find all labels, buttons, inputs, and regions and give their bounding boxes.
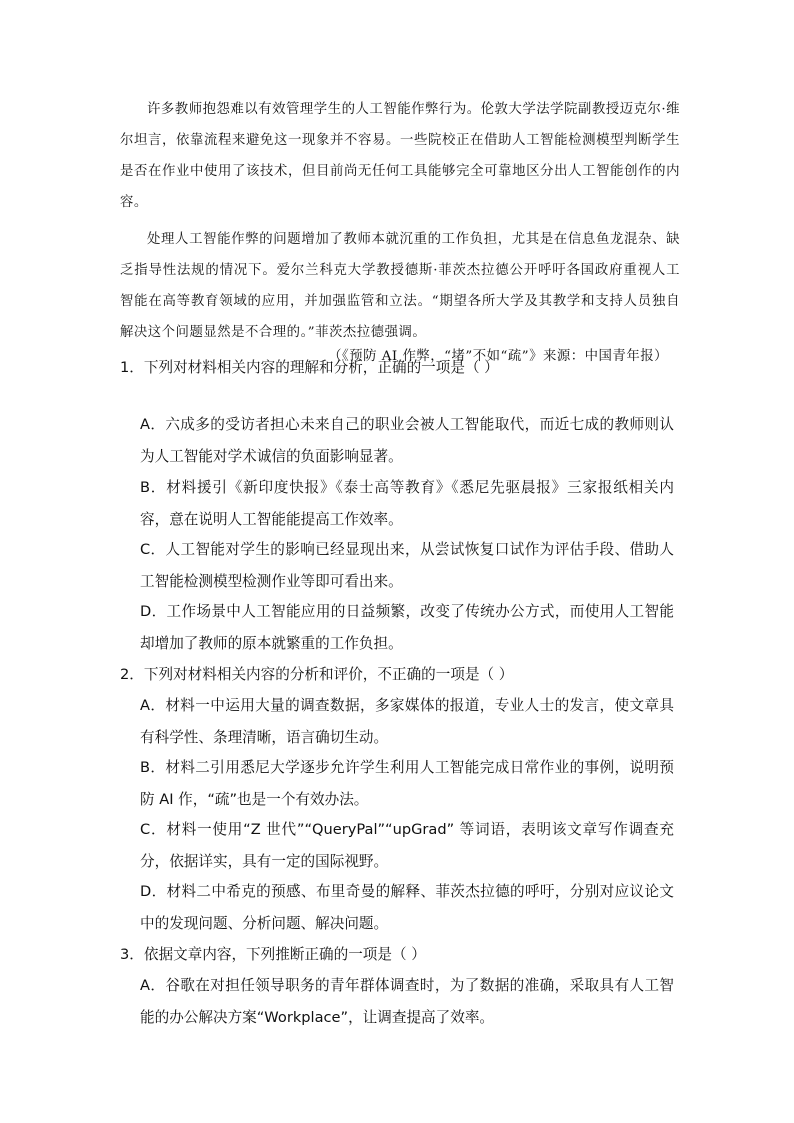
material-source: （《预防 AI 作弊，“堵”不如“疏”》来源：中国青年报） — [328, 349, 668, 364]
material-paragraph-1: 许多教师抱怨难以有效管理学生的人工智能作弊行为。伦敦大学法学院副教授迈克尔·维尔坦言，依靠流程来避免这一现象并不容易。一些院校正在借助人工智能检测模型判断学生是否在作业中使用了该技术，但目前尚无任何工具能够完全可靠地区分出人工智能创作的内容。 — [120, 102, 680, 210]
question-1-option-a: A．六成多的受访者担心未来自己的职业会被人工智能取代，而近七成的教师则认为人工智能对学术诚信的负面影响显著。 — [140, 416, 674, 465]
material-paragraph-2: 处理人工智能作弊的问题增加了教师本就沉重的工作负担，尤其是在信息鱼龙混杂、缺乏指导性法规的情况下。爱尔兰科克大学教授德斯·菲茨杰拉德公开呼吁各国政府重视人工智能在高等教育领域的应用，并加强监管和立法。“期望各所大学及其教学和支持人员独自解决这个问题显然是不合理的。”菲茨杰拉德强调。 — [120, 232, 680, 340]
question-3-stem: 3．依据文章内容，下列推断正确的一项是（ ） — [120, 946, 426, 963]
question-1-option-b: B．材料援引《新印度快报》《泰士高等教育》《悉尼先驱晨报》三家报纸相关内容，意在说明人工智能能提高工作效率。 — [140, 479, 674, 528]
question-1-option-c: C．人工智能对学生的影响已经显现出来，从尝试恢复口试作为评估手段、借助人工智能检测模型检测作业等即可看出来。 — [140, 541, 674, 590]
question-2-stem: 2．下列对材料相关内容的分析和评价，不正确的一项是（ ） — [120, 666, 514, 683]
question-2-option-d: D．材料二中希克的预感、布里奇曼的解释、菲茨杰拉德的呼吁，分别对应议论文中的发现问题、分析问题、解决问题。 — [140, 883, 674, 932]
question-2-option-c: C．材料一使用“Z 世代”“QueryPal”“upGrad” 等词语，表明该文章写作调查充分，依据详实，具有一定的国际视野。 — [140, 821, 674, 870]
question-1-stem: 1．下列对材料相关内容的理解和分析，正确的一项是（ ） — [120, 359, 499, 376]
question-2-option-a: A．材料一中运用大量的调查数据，多家媒体的报道，专业人士的发言，使文章具有科学性、条理清晰，语言确切生动。 — [140, 697, 674, 746]
question-1-option-d: D．工作场景中人工智能应用的日益频繁，改变了传统办公方式，而使用人工智能却增加了教师的原本就繁重的工作负担。 — [140, 603, 674, 652]
question-3-option-a: A．谷歌在对担任领导职务的青年群体调查时，为了数据的准确，采取具有人工智能的办公解决方案“Workplace”，让调查提高了效率。 — [140, 977, 674, 1026]
question-2-option-b: B．材料二引用悉尼大学逐步允许学生利用人工智能完成日常作业的事例，说明预防 AI 作，“疏”也是一个有效办法。 — [140, 759, 674, 808]
